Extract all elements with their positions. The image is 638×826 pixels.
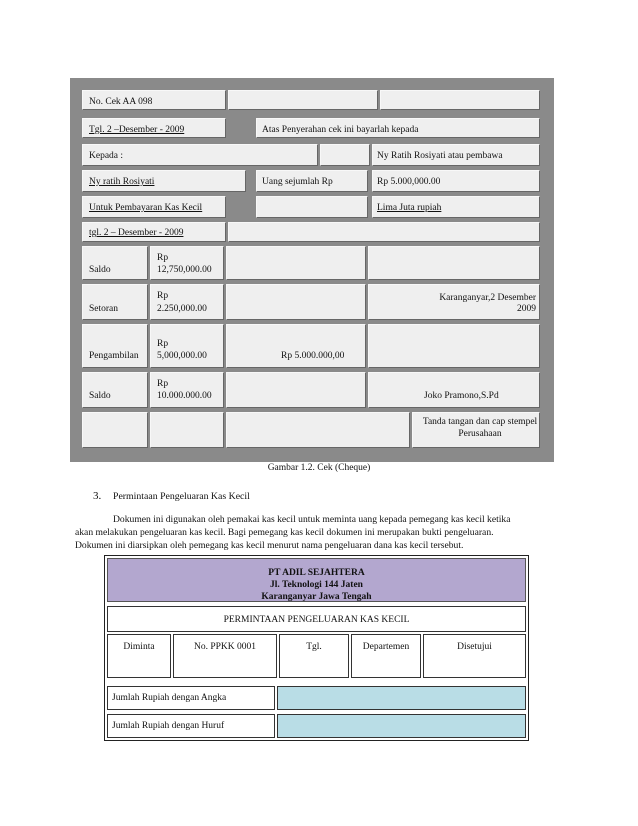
cheque-cell [82, 412, 148, 448]
cheque-cell [228, 222, 540, 242]
body-paragraph-line: Dokumen ini digunakan oleh pemakai kas kecil untuk meminta uang kepada pemegang kas kecil ketika [113, 514, 511, 525]
ledger-amount: 5,000,000.00 [157, 351, 207, 361]
ledger-amount: 2.250,000.00 [157, 304, 207, 314]
column-cell [279, 634, 349, 678]
column-date: Tgl. [306, 642, 322, 652]
column-approved: Disetujui [457, 642, 492, 652]
ledger-rp: Rp [157, 379, 169, 389]
ledger-rp: Rp [157, 253, 169, 263]
company-name: PT ADIL SEJAHTERA [268, 568, 365, 578]
form-title: PERMINTAAN PENGELUARAN KAS KECIL [223, 615, 410, 625]
cheque-place-date: Karanganyar,2 Desember [439, 293, 536, 303]
signature-caption: Tanda tangan dan cap stempel [422, 417, 538, 427]
amount-words-label: Jumlah Rupiah dengan Huruf [112, 721, 225, 731]
form-title-row [107, 606, 526, 632]
ledger-rp: Rp [157, 291, 169, 301]
cheque-signer: Joko Pramono,S.Pd [424, 391, 499, 401]
cheque-cell [380, 90, 540, 110]
petty-cash-request-form [104, 555, 529, 741]
cheque-withdrawal-amount: Rp 5.000.000,00 [281, 351, 345, 361]
section-number: 3. [93, 490, 102, 502]
cheque-payee: Ny Ratih Rosiyati atau pembawa [377, 151, 503, 161]
cheque-place-year: 2009 [517, 304, 536, 314]
body-paragraph-line: Dokumen ini diarsipkan oleh pemegang kas kecil menurut nama pengeluaran dana kas kecil tersebut. [75, 540, 464, 551]
ledger-label: Saldo [89, 265, 111, 275]
cheque-cell [368, 246, 540, 280]
ledger-amount: 10.000.000.00 [157, 391, 212, 401]
amount-number-label: Jumlah Rupiah dengan Angka [112, 693, 227, 703]
amount-number-label-cell [107, 686, 275, 710]
ledger-rp: Rp [157, 339, 169, 349]
signature-caption: Perusahaan [458, 429, 502, 439]
cheque-cell [226, 372, 366, 408]
cheque-to-label: Kepada : [89, 151, 124, 161]
cheque-cell [320, 144, 370, 166]
cheque-amount: Rp 5.000,000.00 [377, 177, 441, 187]
column-ppkk-number: No. PPKK 0001 [193, 642, 257, 652]
cheque-stub-date: tgl. 2 – Desember - 2009 [89, 228, 184, 238]
cheque-cell [226, 412, 410, 448]
column-department: Departemen [362, 642, 410, 652]
column-cell [107, 634, 171, 678]
form-header [107, 558, 526, 602]
ledger-label: Saldo [89, 391, 111, 401]
column-cell [173, 634, 277, 678]
cheque-cell [368, 324, 540, 368]
company-city: Karanganyar Jawa Tengah [261, 592, 372, 602]
cheque-purpose: Untuk Pembayaran Kas Kecil [89, 203, 203, 213]
cheque-cell [226, 284, 366, 320]
section-title: Permintaan Pengeluaran Kas Kecil [113, 491, 250, 502]
cheque-stub-payee: Ny ratih Rosiyati [89, 177, 155, 187]
body-paragraph-line: akan melakukan pengeluaran kas kecil. Bagi pemegang kas kecil dokumen ini merupakan bukti pengeluaran. [75, 527, 494, 538]
cheque-number: No. Cek AA 098 [89, 97, 153, 107]
cheque-cell [228, 90, 378, 110]
amount-words-field[interactable] [277, 714, 526, 738]
cheque-cell [150, 412, 224, 448]
cheque-cell [226, 246, 366, 280]
company-address: Jl. Teknologi 144 Jaten [270, 580, 363, 590]
cheque-instruction: Atas Penyerahan cek ini bayarlah kepada [262, 125, 419, 135]
ledger-label: Pengambilan [89, 351, 139, 361]
ledger-label: Setoran [89, 304, 119, 314]
cheque-cell [256, 196, 368, 218]
cheque-amount-words: Lima Juta rupiah [377, 203, 442, 213]
column-cell [423, 634, 526, 678]
ledger-amount: 12,750,000.00 [157, 265, 212, 275]
column-cell [351, 634, 421, 678]
figure-caption: Gambar 1.2. Cek (Cheque) [267, 463, 371, 473]
column-requested: Diminta [123, 642, 155, 652]
amount-words-label-cell [107, 714, 275, 738]
cheque-date: Tgl. 2 –Desember - 2009 [89, 125, 185, 135]
cheque-amount-label: Uang sejumlah Rp [262, 177, 333, 187]
amount-number-field[interactable] [277, 686, 526, 710]
